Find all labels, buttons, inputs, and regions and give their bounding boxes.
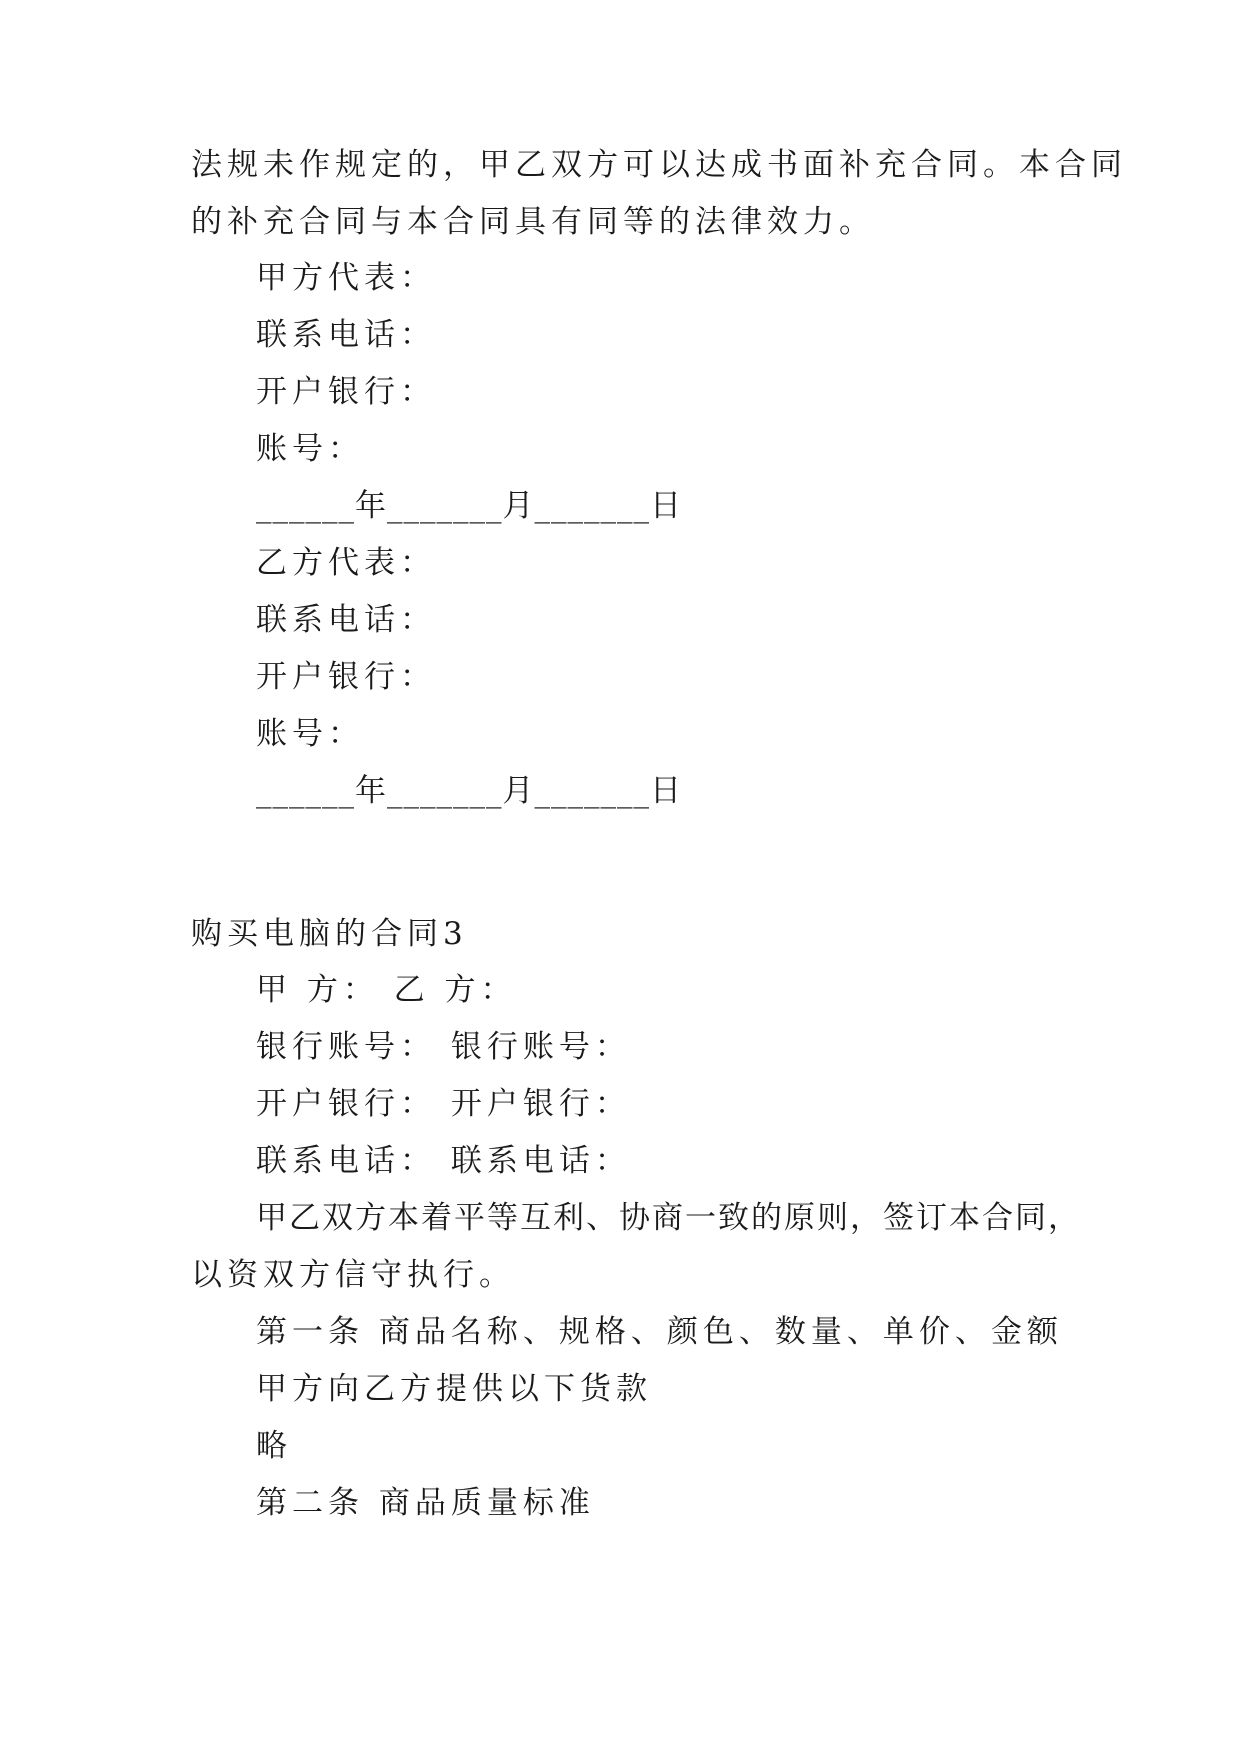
party-b-rep: 乙方代表： bbox=[256, 545, 436, 581]
party-a-phone: 联系电话： bbox=[256, 317, 436, 353]
article-1-heading: 第一条 商品名称、规格、颜色、数量、单价、金额 bbox=[256, 1314, 1063, 1350]
party-a-bank: 开户银行： bbox=[256, 374, 436, 410]
contract-3-phone: 联系电话： 联系电话： bbox=[256, 1143, 631, 1179]
contract-3-principle-line-1: 甲乙双方本着平等互利、协商一致的原则，签订本合同， bbox=[256, 1200, 1081, 1236]
contract-3-bank-account: 银行账号： 银行账号： bbox=[256, 1029, 631, 1065]
party-a-account: 账号： bbox=[256, 431, 364, 467]
party-b-phone: 联系电话： bbox=[256, 602, 436, 638]
party-b-date: ______年_______月_______日 bbox=[256, 773, 682, 809]
article-1-body: 甲方向乙方提供以下货款 bbox=[256, 1371, 652, 1407]
party-a-rep: 甲方代表： bbox=[256, 260, 436, 296]
article-2-heading: 第二条 商品质量标准 bbox=[256, 1485, 595, 1521]
intro-line-2: 的补充合同与本合同具有同等的法律效力。 bbox=[191, 204, 875, 240]
article-1-omitted: 略 bbox=[256, 1428, 292, 1464]
contract-3-principle-line-2: 以资双方信守执行。 bbox=[191, 1257, 515, 1293]
party-a-date: ______年_______月_______日 bbox=[256, 488, 682, 524]
party-b-account: 账号： bbox=[256, 716, 364, 752]
party-b-bank: 开户银行： bbox=[256, 659, 436, 695]
contract-3-title: 购买电脑的合同3 bbox=[191, 916, 468, 952]
contract-3-bank: 开户银行： 开户银行： bbox=[256, 1086, 631, 1122]
contract-3-parties: 甲 方： 乙 方： bbox=[256, 972, 517, 1008]
intro-line-1: 法规未作规定的，甲乙双方可以达成书面补充合同。本合同 bbox=[191, 147, 1127, 183]
